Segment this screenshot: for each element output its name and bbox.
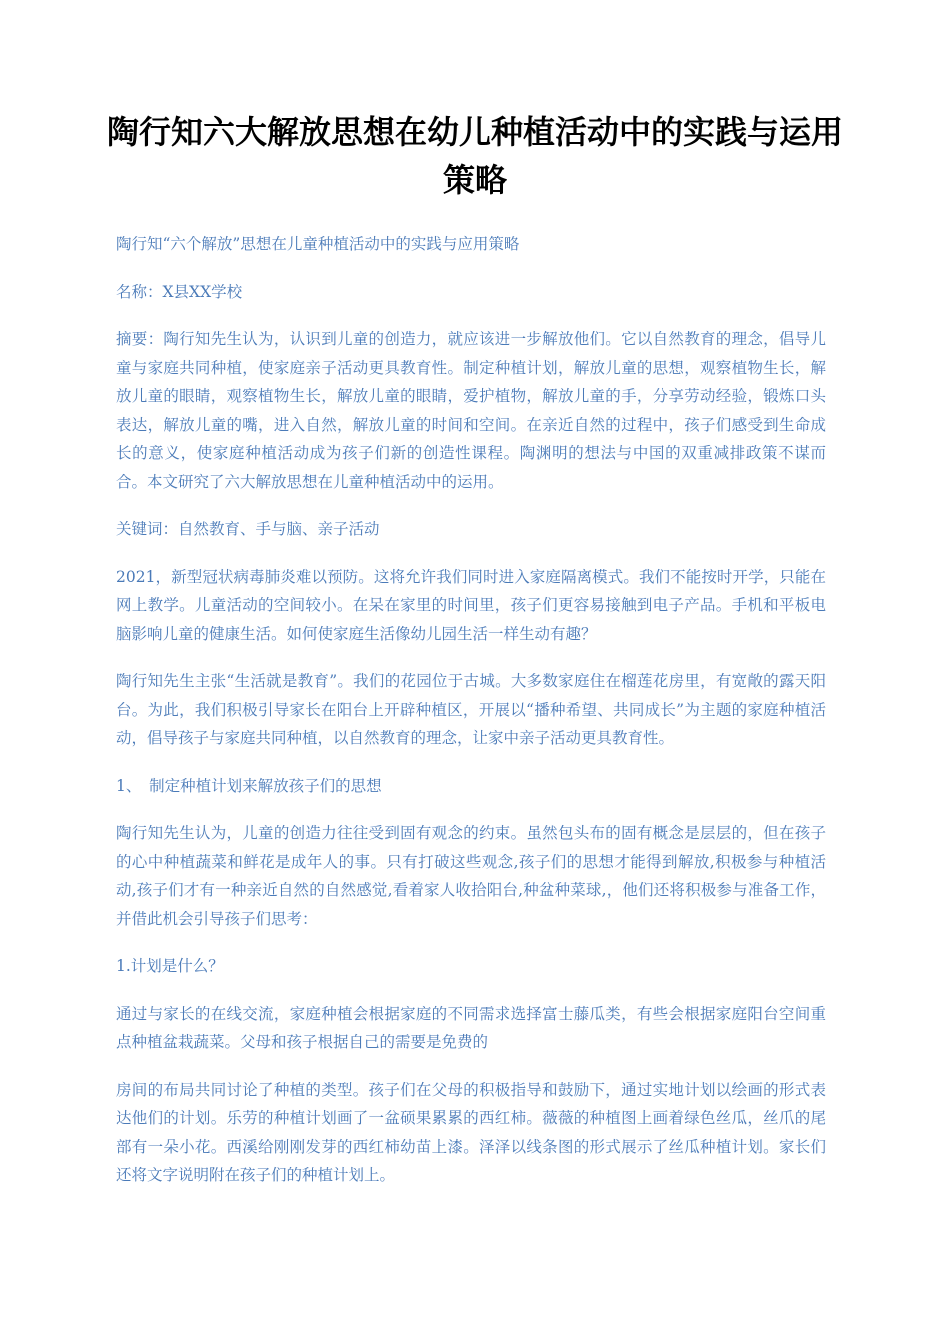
keywords-line: 关键词：自然教育、手与脑、亲子活动 [116,520,380,538]
abstract-paragraph: 摘要：陶行知先生认为，认识到儿童的创造力，就应该进一步解放他们。它以自然教育的理念，倡导儿童与家庭共同种植，使家庭亲子活动更具教育性。制定种植计划，解放儿童的思想，观察植物生长，解放儿童的眼睛，观察植物生长，解放儿童的眼睛，爱护植物，解放儿童的手，分享劳动经验，锻炼口头表达，解放儿童的嘴，进入自然，解放儿童的时间和空间。在亲近自然的过程中，孩子们感受到生命成长的意义，使家庭种植活动成为孩子们新的创造性课程。陶渊明的想法与中国的双重减排政策不谋而合。本文研究了六大解放思想在儿童种植活动中的运用。 [116,330,826,491]
author-line: 名称：X县XX学校 [116,282,243,301]
body-paragraph: 通过与家长的在线交流，家庭种植会根据家庭的不同需求选择富士藤瓜类，有些会根据家庭阳台空间重点种植盆栽蔬菜。父母和孩子根据自己的需要是免费的 [116,1004,826,1051]
document-title: 陶行知六大解放思想在幼儿种植活动中的实践与运用策略 [106,113,843,199]
document-body [116,230,826,1209]
section-heading: 1、 制定种植计划来解放孩子们的思想 [116,776,382,795]
body-paragraph: 陶行知先生主张“生活就是教育”。我们的花园位于古城。大多数家庭住在榴莲花房里，有宽敞的露天阳台。为此，我们积极引导家长在阳台上开辟种植区，开展以“播种希望、共同成长”为主题的家庭种植活动，倡导孩子与家庭共同种植，以自然教育的理念，让家中亲子活动更具教育性。 [116,672,826,747]
body-paragraph: 房间的布局共同讨论了种植的类型。孩子们在父母的积极指导和鼓励下，通过实地计划以绘画的形式表达他们的计划。乐劳的种植计划画了一盆硕果累累的西红柿。薇薇的种植图上画着绿色丝瓜，丝爪的尾部有一朵小花。西溪给刚刚发芽的西红柿幼苗上漆。泽泽以线条图的形式展示了丝瓜种植计划。家长们还将文字说明附在孩子们的种植计划上。 [116,1080,826,1184]
subtitle-paragraph: 陶行知“六个解放”思想在儿童种植活动中的实践与应用策略 [116,235,520,253]
body-paragraph: 2021，新型冠状病毒肺炎难以预防。这将允许我们同时进入家庭隔离模式。我们不能按时开学，只能在网上教学。儿童活动的空间较小。在呆在家里的时间里，孩子们更容易接触到电子产品。手机和平板电脑影响儿童的健康生活。如何使家庭生活像幼儿园生活一样生动有趣？ [116,567,826,643]
body-paragraph: 陶行知先生认为，儿童的创造力往往受到固有观念的约束。虽然包头布的固有概念是层层的，但在孩子的心中种植蔬菜和鲜花是成年人的事。只有打破这些观念,孩子们的思想才能得到解放,积极参与种植活动,孩子们才有一种亲近自然的自然感觉,看着家人收拾阳台,种盆种菜球,，他们还将积极参与准备工作，并借此机会引导孩子们思考： [116,824,826,928]
subsection-heading: 1.计划是什么？ [116,957,224,975]
